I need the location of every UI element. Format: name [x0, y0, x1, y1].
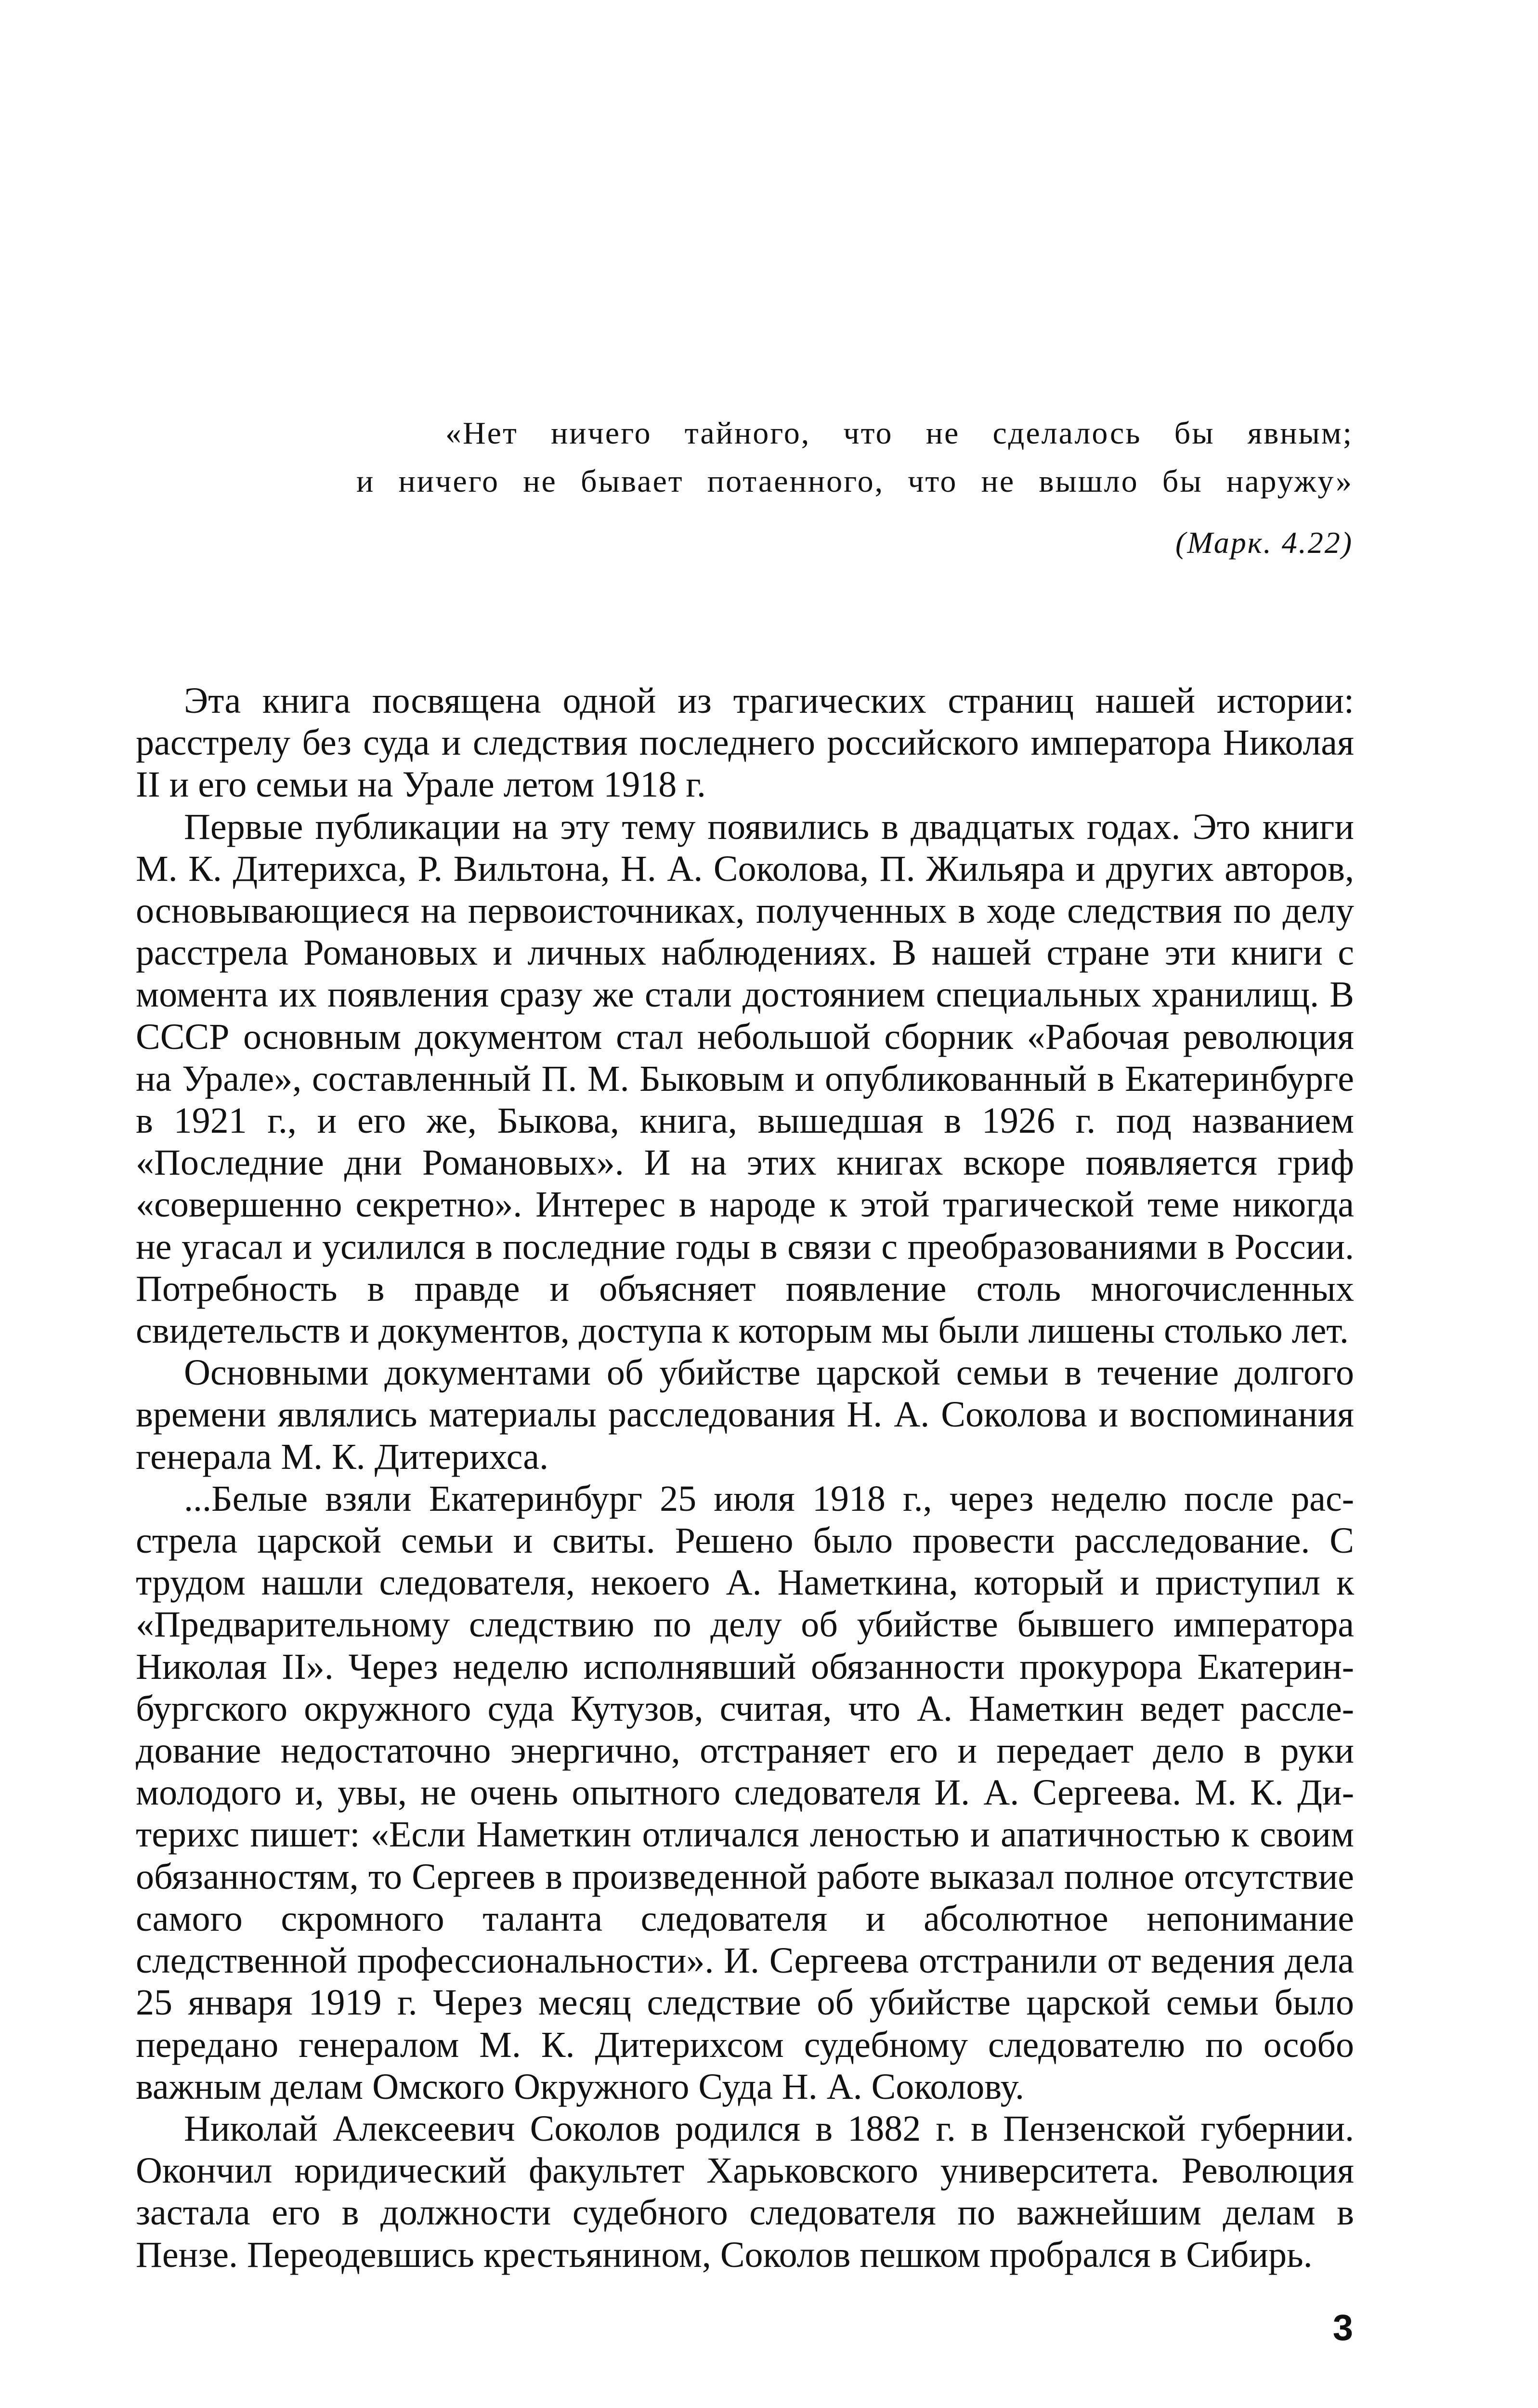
page-number: 3 — [1332, 2307, 1353, 2348]
paragraph-4: ...Белые взяли Екатеринбург 25 июля 1918 г., через неделю после расстрела царской семьи и свиты. Решено было провести расследование. С трудом нашли следователя, некоего А. Наметкина, который и приступил к «Предварительному следствию по делу об убийстве бывшего императора Николая II». Через неделю исполнявший обязанности прокурора Екатеринбургского окружного суда Кутузов, считая, что А. Наметкин ведет расследование недостаточно энергично, отстраняет его и передает дело в руки молодого и, увы, не очень опытного следователя И. А. Сергеева. М. К. Дитерихс пишет: «Если Наметкин отличался леностью и апатичностью к своим обязанностям, то Сергеев в произведенной работе выказал полное отсутствие самого скромного таланта следователя и абсолютное непонимание следственной профессиональности». И. Сергеева отстранили от ведения дела 25 января 1919 г. Через месяц следствие об убийстве царской семьи было передано генералом М. К. Дитерихсом судебному следователю по особо важным делам Омского Окружного Суда Н. А. Соколову. — [136, 1478, 1354, 2107]
paragraph-5: Николай Алексеевич Соколов родился в 1882 г. в Пензенской губернии. Окончил юридический факультет Харьковского университета. Революция застала его в должности судебного следователя по важнейшим делам в Пензе. Переодевшись крестьянином, Соколов пешком пробрался в Сибирь. — [136, 2108, 1354, 2275]
epigraph-source: (Марк. 4.22) — [1175, 525, 1353, 560]
main-text — [136, 680, 1354, 2276]
epigraph-line-2: и ничего не бывает потаенного, что не вышло бы наружу» — [356, 464, 1353, 499]
epigraph-line-1: «Нет ничего тайного, что не сделалось бы явным; — [445, 416, 1353, 451]
paragraph-3: Основными документами об убийстве царской семьи в течение долгого времени являлись материалы расследования Н. А. Соколова и воспоминания генерала М. К. Дитерихса. — [136, 1352, 1354, 1477]
paragraph-2: Первые публикации на эту тему появились в двадцатых годах. Это книги М. К. Дитерихса, Р. Вильтона, Н. А. Соколова, П. Жильяра и других авторов, основывающиеся на первоисточниках, полученных в ходе следствия по делу расстрела Романовых и личных наблюдениях. В нашей стране эти книги с момента их появления сразу же стали достоянием специальных хранилищ. В СССР основным документом стал небольшой сборник «Рабочая революция на Урале», составленный П. М. Быковым и опубликованный в Екатеринбурге в 1921 г., и его же, Быкова, книга, вышедшая в 1926 г. под названием «Последние дни Романовых». И на этих книгах вскоре появляется гриф «совершенно секретно». Интерес в народе к этой трагической теме никогда не угасал и усилился в последние годы в связи с преобразованиями в России. Потребность в правде и объясняет появление столь многочисленных свидетельств и документов, доступа к которым мы были лишены столько лет. — [136, 806, 1354, 1351]
paragraph-1: Эта книга посвящена одной из трагических страниц нашей истории: расстрелу без суда и следствия последнего российского императора Николая II и его семьи на Урале летом 1918 г. — [136, 681, 1354, 805]
epigraph — [356, 409, 1353, 506]
